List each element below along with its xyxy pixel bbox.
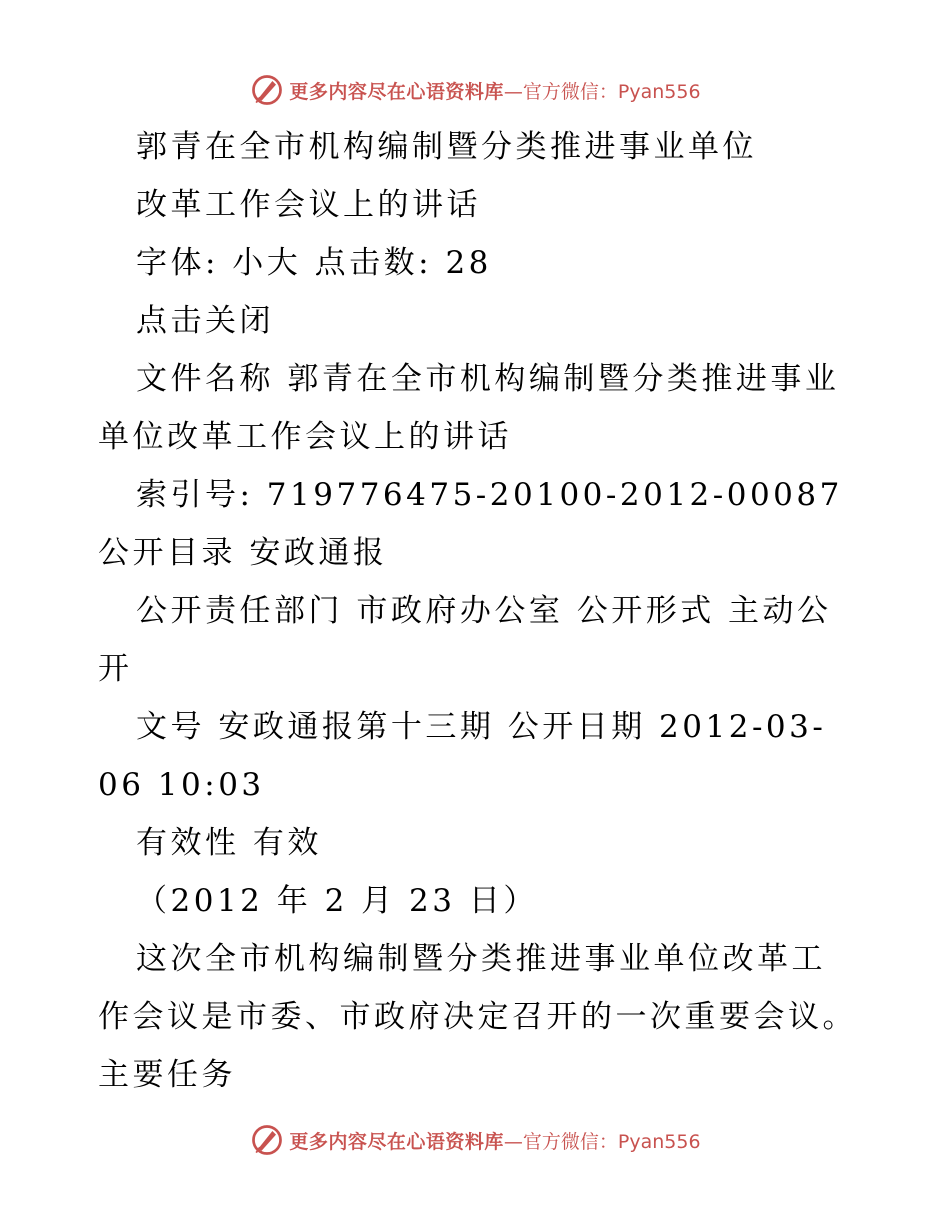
file-name: 文件名称 郭青在全市机构编制暨分类推进事业单位改革工作会议上的讲话 (98, 361, 840, 455)
validity: 有效性 有效 (136, 825, 322, 861)
banner-title: 更多内容尽在心语资料库 (289, 80, 504, 103)
footer-banner (0, 1120, 950, 1160)
banner-wechat: —官方微信：Pyan556 (503, 1130, 701, 1153)
quill-logo-icon (249, 72, 285, 108)
document-body (98, 118, 858, 1104)
paragraph-1: 这次全市机构编制暨分类推进事业单位改革工作会议是市委、市政府决定召开的一次重要会议。主要任务 (98, 941, 857, 1093)
document-number: 文号 安政通报第十三期 公开日期 2012-03-06 10:03 (98, 709, 827, 803)
title-line-1: 郭青在全市机构编制暨分类推进事业单位 (136, 129, 757, 165)
quill-logo-icon (249, 1122, 285, 1158)
title-line-2: 改革工作会议上的讲话 (136, 187, 481, 223)
speech-date: （2012 年 2 月 23 日） (136, 883, 538, 919)
banner-title: 更多内容尽在心语资料库 (289, 1130, 504, 1153)
index-number: 索引号: 719776475-20100-2012-00087 公开目录 安政通报 (98, 477, 843, 571)
responsible-dept: 公开责任部门 市政府办公室 公开形式 主动公开 (98, 593, 832, 687)
header-banner (0, 70, 950, 110)
banner-wechat: —官方微信：Pyan556 (503, 80, 701, 103)
close-link[interactable]: 点击关闭 (136, 303, 274, 339)
font-size-line[interactable]: 字体: 小大 点击数: 28 (136, 245, 492, 281)
